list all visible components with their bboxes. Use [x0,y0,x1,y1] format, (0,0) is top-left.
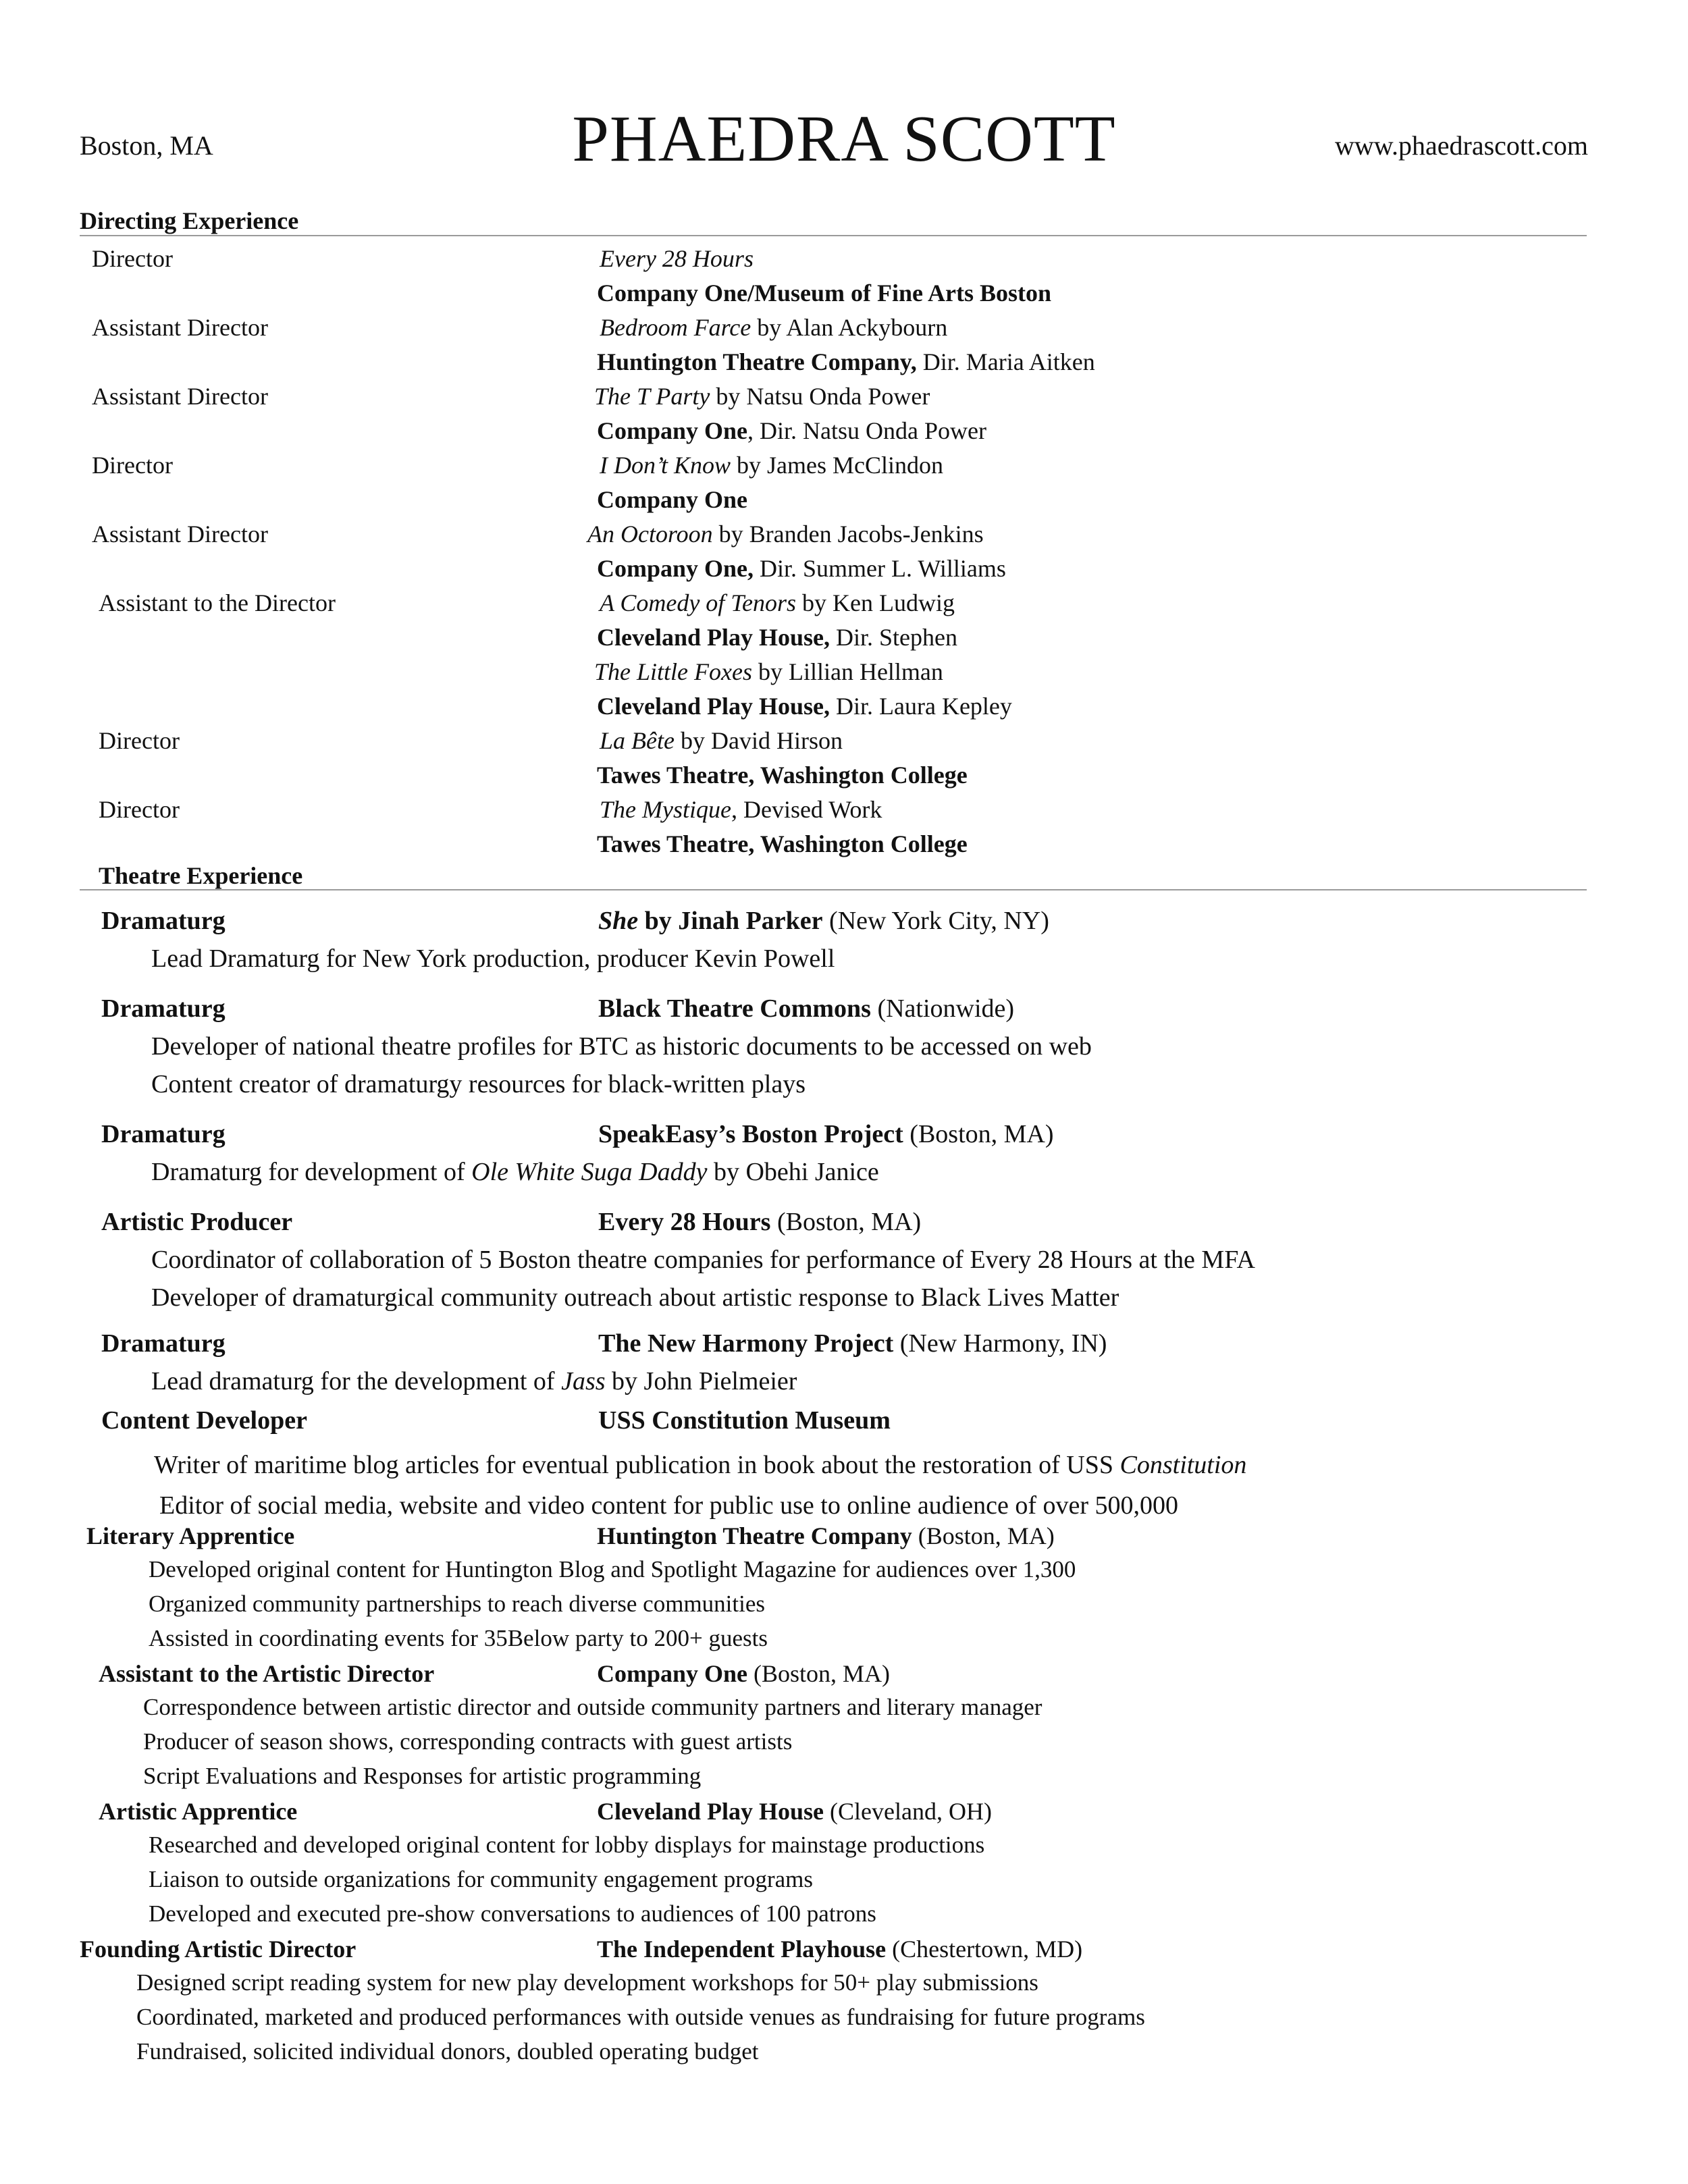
directing-role: Director [99,796,180,823]
theatre-org [597,1797,992,1826]
directing-work [600,244,754,273]
work-author: by Branden Jacobs-Jenkins [712,521,984,548]
org-name: The Independent Playhouse [597,1936,887,1963]
desc-text: Coordinator of collaboration of 5 Boston theatre companies for performance of Every 28 Hours at the MFA [151,1246,1255,1274]
desc-text: Lead dramaturg for the development of [151,1367,562,1395]
work-author: by James McClindon [731,452,943,479]
desc-italic: Constitution [1119,1451,1247,1479]
theatre-desc-line [151,944,835,974]
theatre-desc-line [151,1032,1092,1061]
org-location: (Boston, MA) [903,1120,1054,1148]
org-name: SpeakEasy’s Boston Project [598,1120,903,1148]
theatre-org [597,1935,1082,1963]
company-name: Company One, [597,555,754,582]
directing-work [600,589,955,617]
theatre-desc-line [151,1245,1255,1275]
work-title: The Little Foxes [594,658,752,685]
theatre-role: Dramaturg [101,1329,226,1358]
theatre-role: Assistant to the Artistic Director [99,1660,435,1687]
theatre-desc-line: Correspondence between artistic director and outside community partners and literary manager [143,1694,1043,1720]
org-location: (Boston, MA) [912,1522,1055,1549]
company-name: Huntington Theatre Company, [597,348,917,375]
theatre-desc-line: Researched and developed original content for lobby displays for mainstage productions [149,1832,985,1858]
org-location: (Boston, MA) [770,1208,922,1236]
directing-role: Director [99,727,180,754]
directing-work [600,451,943,479]
org-title: She [598,907,639,935]
directing-work [587,520,984,548]
org-location: (Cleveland, OH) [824,1798,992,1825]
org-location: (Nationwide) [870,994,1015,1023]
company-director: Dir. Summer L. Williams [754,555,1006,582]
desc-text: Developer of dramaturgical community outreach about artistic response to Black Lives Matter [151,1283,1119,1312]
work-title: La Bête [600,727,675,754]
website-link[interactable]: www.phaedrascott.com [1334,130,1588,161]
directing-work [600,795,882,824]
company-director: , Dir. Natsu Onda Power [747,417,986,444]
theatre-role: Artistic Apprentice [99,1798,298,1825]
theatre-desc-line [151,1157,879,1187]
directing-company [597,279,1051,307]
theatre-desc-line: Coordinated, marketed and produced performances with outside venues as fundraising for future programs [136,2004,1145,2030]
theatre-desc-line: Developed and executed pre-show conversations to audiences of 100 patrons [149,1900,876,1927]
work-author: by Natsu Onda Power [710,383,930,410]
company-name: Cleveland Play House, [597,624,830,651]
theatre-desc-line: Fundraised, solicited individual donors, doubled operating budget [136,2038,759,2065]
theatre-desc-line: Designed script reading system for new play development workshops for 50+ play submissions [136,1969,1038,1996]
theatre-desc-line: Assisted in coordinating events for 35Below party to 200+ guests [149,1625,768,1651]
directing-work [594,382,930,410]
directing-role: Assistant Director [92,314,268,341]
directing-company [597,348,1095,376]
org-location: (Boston, MA) [747,1660,891,1687]
directing-work [600,726,843,755]
theatre-role: Dramaturg [101,907,226,935]
company-name: Company One [597,486,748,513]
org-name: Huntington Theatre Company [597,1522,912,1549]
directing-work [594,658,943,686]
theatre-desc-line: Organized community partnerships to reach diverse communities [149,1591,765,1617]
theatre-desc-line: Script Evaluations and Responses for artistic programming [143,1763,702,1789]
work-author: by Ken Ludwig [796,589,955,616]
theatre-desc-line [151,1283,1119,1312]
desc-italic: Ole White Suga Daddy [471,1158,708,1186]
work-title: The T Party [594,383,710,410]
theatre-org [597,1522,1055,1550]
company-name: Company One/Museum of Fine Arts Boston [597,279,1052,307]
theatre-desc-line [159,1491,1178,1520]
desc-text: Editor of social media, website and video content for public use to online audience of over 500,000 [159,1491,1179,1520]
theatre-org [598,906,1049,936]
org-location: (Chestertown, MD) [886,1936,1083,1963]
org-name: The New Harmony Project [598,1329,894,1358]
work-title: A Comedy of Tenors [600,589,797,616]
theatre-role: Content Developer [101,1406,307,1435]
theatre-org [598,994,1014,1023]
directing-role: Assistant Director [92,383,268,410]
directing-company [597,623,957,651]
directing-role: Assistant Director [92,521,268,548]
org-name: Cleveland Play House [597,1798,824,1825]
company-director: Dir. Maria Aitken [916,348,1095,375]
directing-company [597,485,747,514]
theatre-divider [80,889,1587,890]
theatre-org [597,1659,890,1688]
theatre-desc-line [151,1069,806,1099]
org-location: (New York City, NY) [822,907,1049,935]
theatre-desc-line [151,1366,797,1396]
desc-after: by Obehi Janice [707,1158,879,1186]
desc-text: Developer of national theatre profiles for BTC as historic documents to be accessed on web [151,1032,1092,1061]
location: Boston, MA [80,130,213,161]
desc-text: Lead Dramaturg for New York production, producer Kevin Powell [151,944,835,973]
work-author: by Lillian Hellman [751,658,943,685]
theatre-desc-line: Producer of season shows, corresponding contracts with guest artists [143,1728,793,1755]
directing-role: Director [92,245,173,272]
work-title: I Don’t Know [600,452,731,479]
theatre-org [598,1119,1054,1149]
theatre-role: Dramaturg [101,1120,226,1148]
company-director: Dir. Laura Kepley [830,693,1012,720]
work-author: by Alan Ackybourn [751,314,948,341]
desc-text: Dramaturg for development of [151,1158,472,1186]
page-title: PHAEDRA SCOTT [572,103,1116,176]
org-name: USS Constitution Museum [598,1406,891,1435]
theatre-role: Founding Artistic Director [80,1936,357,1963]
company-director: Dir. Stephen [830,624,957,651]
desc-italic: Jass [561,1367,606,1395]
work-author: , Devised Work [731,796,882,823]
work-title: Every 28 Hours [600,245,754,272]
company-name: Tawes Theatre, Washington College [597,762,968,789]
work-author: by David Hirson [674,727,843,754]
org-name: Black Theatre Commons [598,994,871,1023]
directing-company [597,692,1012,720]
org-name: Every 28 Hours [598,1208,771,1236]
org-location: (New Harmony, IN) [893,1329,1107,1358]
work-title: An Octoroon [587,521,713,548]
theatre-org [598,1329,1107,1358]
desc-after: by John Pielmeier [605,1367,797,1395]
work-title: The Mystique [600,796,731,823]
org-name: by Jinah Parker [638,907,823,935]
theatre-role: Dramaturg [101,994,226,1023]
desc-text: Content creator of dramaturgy resources for black-written plays [151,1070,806,1098]
theatre-org [598,1207,921,1237]
directing-divider [80,235,1587,236]
directing-heading: Directing Experience [80,207,299,234]
directing-company [597,761,968,789]
theatre-desc-line [154,1450,1246,1480]
theatre-role: Literary Apprentice [86,1522,295,1549]
company-name: Tawes Theatre, Washington College [597,830,968,857]
directing-role: Director [92,452,173,479]
company-name: Cleveland Play House, [597,693,830,720]
theatre-desc-line: Developed original content for Huntington Blog and Spotlight Magazine for audiences over 1,300 [149,1556,1076,1582]
theatre-org [598,1406,891,1435]
theatre-desc-line: Liaison to outside organizations for community engagement programs [149,1866,813,1892]
directing-company [597,417,986,445]
desc-text: Writer of maritime blog articles for eventual publication in book about the restoration of USS [154,1451,1120,1479]
directing-company [597,554,1006,583]
theatre-role: Artistic Producer [101,1208,293,1236]
directing-company [597,830,968,858]
work-title: Bedroom Farce [600,314,751,341]
directing-work [600,313,947,342]
theatre-heading: Theatre Experience [99,862,303,889]
company-name: Company One [597,417,748,444]
directing-role: Assistant to the Director [99,589,336,616]
org-name: Company One [597,1660,748,1687]
